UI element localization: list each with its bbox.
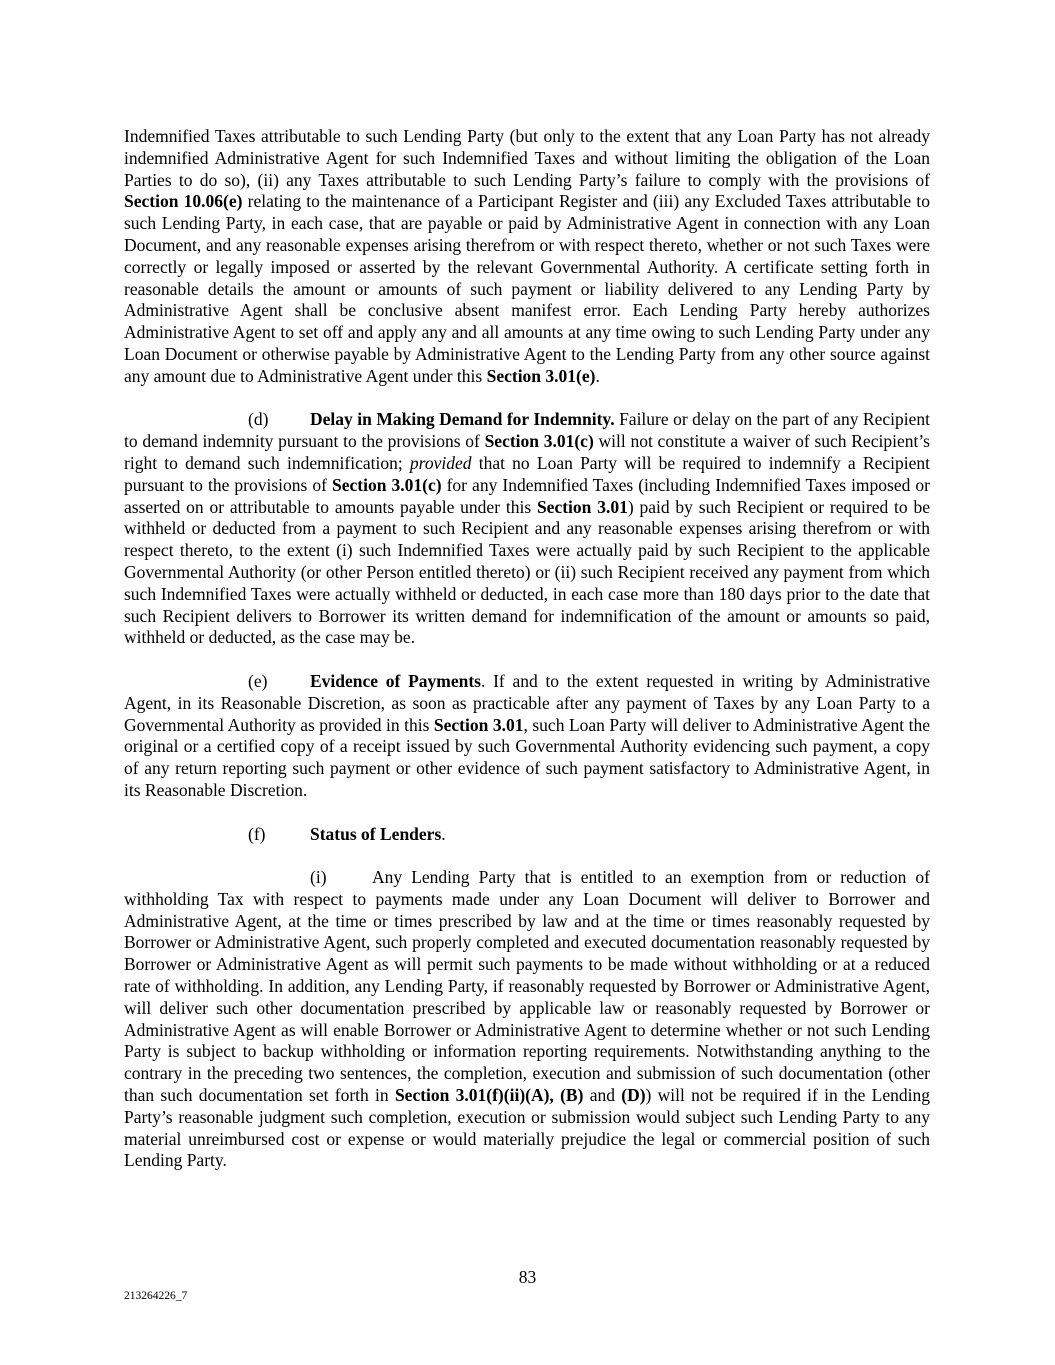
page-number: 83 xyxy=(518,1267,537,1287)
cross-reference: Section 3.01(f)(ii)(A), (B) xyxy=(394,1085,584,1106)
document-body xyxy=(124,126,930,1194)
paragraph-label: (f) xyxy=(248,823,266,844)
cross-reference: Section 3.01(c) xyxy=(332,474,442,495)
paragraph-label: (e) xyxy=(248,670,268,691)
cross-reference: Section 3.01(e) xyxy=(486,365,596,386)
cross-reference: Section 3.01(c) xyxy=(484,431,594,452)
paragraph-f-status-of-lenders: (f) Status of Lenders. xyxy=(248,823,446,844)
paragraph-label: (i) xyxy=(310,867,327,888)
cross-reference: Section 3.01 xyxy=(536,496,628,517)
paragraph-heading: Delay in Making Demand for Indemnity. xyxy=(310,409,615,430)
cross-reference: (D) xyxy=(621,1085,646,1106)
paragraph-d-delay-in-demand: (d) Delay in Making Demand for Indemnity. Failure or delay on the part of any Recipient to demand indemnity pursuant to the provisions of Section 3.01(c) will not constitute a waiver of such Recipient’s right to demand such indemnification; provided that no Loan Party will be required to indemnify a Recipient pursuant to the provisions of Section 3.01(c) for any Indemnified Taxes (including Indemnified Taxes imposed or asserted on or attributable to amounts payable under this Section 3.01) paid by such Recipient or required to be withheld or deducted from a payment to such Recipient and any reasonable expenses arising therefrom or with respect thereto, to the extent (i) such Indemnified Taxes were actually paid by such Recipient to the applicable Governmental Authority (or other Person entitled thereto) or (ii) such Recipient received any payment from which such Indemnified Taxes were actually withheld or deducted, in each case more than 180 days prior to the date that such Recipient delivers to Borrower its written demand for indemnification of the amount or amounts so paid, withheld or deducted, as the case may be. xyxy=(124,409,930,648)
paragraph-label: (d) xyxy=(248,409,269,430)
paragraph-f-i-exemption: (i) Any Lending Party that is entitled to an exemption from or reduction of withholding Tax with respect to payments made under any Loan Document will deliver to Borrower and Administrative Agent, at the time or times prescribed by law and at the time or times reasonably requested by Borrower or Administrative Agent, such properly completed and executed documentation reasonably requested by Borrower or Administrative Agent as will permit such payments to be made without withholding or at a reduced rate of withholding. In addition, any Lending Party, if reasonably requested by Borrower or Administrative Agent, will deliver such other documentation prescribed by applicable law or reasonably requested by Borrower or Administrative Agent as will enable Borrower or Administrative Agent to determine whether or not such Lending Party is subject to backup withholding or information reporting requirements. Notwithstanding anything to the contrary in the preceding two sentences, the completion, execution and submission of such documentation (other than such documentation set forth in Section 3.01(f)(ii)(A), (B) and (D)) will not be required if in the Lending Party’s reasonable judgment such completion, execution or submission would subject such Lending Party to any material unreimbursed cost or expense or would materially prejudice the legal or commercial position of such Lending Party. xyxy=(124,867,930,1171)
italic-term: provided xyxy=(409,452,472,473)
paragraph-heading: Evidence of Payments xyxy=(310,670,481,691)
cross-reference: Section 3.01 xyxy=(433,714,524,735)
cross-reference: Section 10.06(e) xyxy=(124,191,243,212)
paragraph-taxes-continued: Indemnified Taxes attributable to such Lending Party (but only to the extent that any Loan Party has not already indemnified Administrative Agent for such Indemnified Taxes and without limiting the obligation of the Loan Parties to do so), (ii) any Taxes attributable to such Lending Party’s failure to comply with the provisions of Section 10.06(e) relating to the maintenance of a Participant Register and (iii) any Excluded Taxes attributable to such Lending Party, in each case, that are payable or paid by Administrative Agent in connection with any Loan Document, and any reasonable expenses arising therefrom or with respect thereto, whether or not such Taxes were correctly or legally imposed or asserted by the relevant Governmental Authority. A certificate setting forth in reasonable details the amount or amounts of such payment or liability delivered to any Lending Party by Administrative Agent shall be conclusive absent manifest error. Each Lending Party hereby authorizes Administrative Agent to set off and apply any and all amounts at any time owing to such Lending Party under any Loan Document or otherwise payable by Administrative Agent to the Lending Party from any other source against any amount due to Administrative Agent under this Section 3.01(e). xyxy=(124,126,930,386)
document-id: 213264226_7 xyxy=(124,1290,188,1302)
paragraph-e-evidence-of-payments: (e) Evidence of Payments. If and to the extent requested in writing by Administrative Agent, in its Reasonable Discretion, as soon as practicable after any payment of Taxes by any Loan Party to a Governmental Authority as provided in this Section 3.01, such Loan Party will deliver to Administrative Agent the original or a certified copy of a receipt issued by such Governmental Authority evidencing such payment, a copy of any return reporting such payment or other evidence of such payment satisfactory to Administrative Agent, in its Reasonable Discretion. xyxy=(124,670,930,800)
paragraph-heading: Status of Lenders xyxy=(310,823,442,844)
